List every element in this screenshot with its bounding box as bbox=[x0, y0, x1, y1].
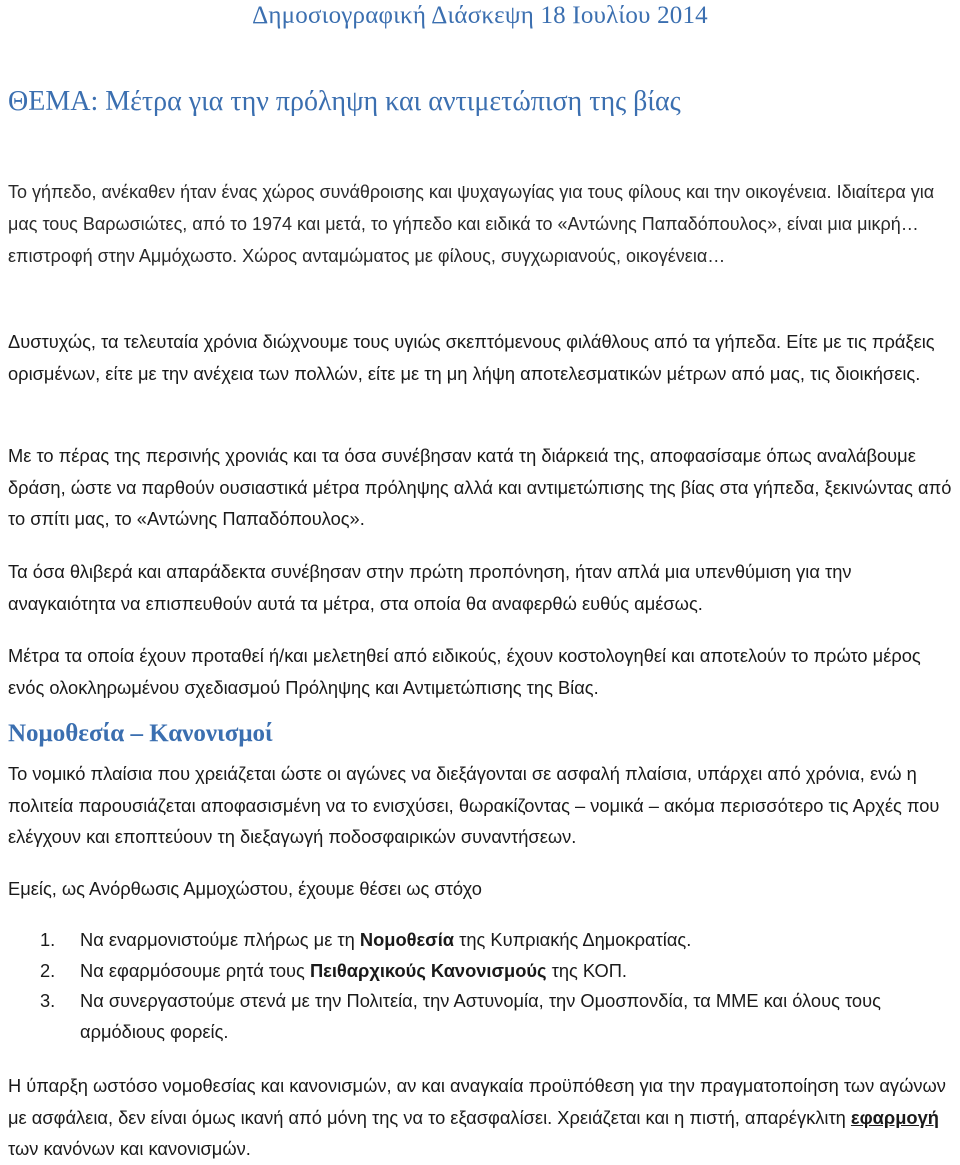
goal-text: Να συνεργαστούμε στενά με την Πολιτεία, την Αστυνομία, την Ομοσπονδία, τα ΜΜΕ και όλους τους αρμόδιους φορείς. bbox=[80, 990, 881, 1042]
intro-paragraph: Το γήπεδο, ανέκαθεν ήταν ένας χώρος συνάθροισης και ψυχαγωγίας για τους φίλους και την οικογένεια. Ιδιαίτερα για μας τους Βαρωσιώτες, από το 1974 και μετά, το γήπεδο και ειδικά το «Αντώνης Παπαδόπουλος», είναι μια μικρή… επιστροφή στην Αμμόχωστο. Χώρος ανταμώματος με φίλους, συγχωριανούς, οικογένεια… bbox=[8, 182, 935, 266]
paragraph-action: Με το πέρας της περσινής χρονιάς και τα όσα συνέβησαν κατά τη διάρκειά της, αποφασίσαμε όπως αναλάβουμε δράση, ώστε να παρθούν ουσιαστικά μέτρα πρόληψης αλλά και αντιμετώπισης της βίας στα γήπεδα, ξεκινώντας από το σπίτι μας, το «Αντώνης Παπαδόπουλος». bbox=[8, 445, 952, 529]
section-heading-legislation: Νομοθεσία – Κανονισμοί bbox=[8, 720, 273, 747]
goal-text-before: Να εφαρμόσουμε ρητά τους bbox=[80, 959, 310, 981]
paragraph-reminder: Τα όσα θλιβερά και απαράδεκτα συνέβησαν στην πρώτη προπόνηση, ήταν απλά μια υπενθύμιση για την αναγκαιότητα να επισπευθούν αυτά τα μέτρα, στα οποία θα αναφερθώ ευθύς αμέσως. bbox=[8, 561, 852, 614]
paragraph-closing bbox=[8, 1070, 953, 1165]
closing-text-after: των κανόνων και κανονισμών. bbox=[8, 1138, 251, 1159]
list-item bbox=[40, 956, 955, 987]
goal-bold-legislation: Νομοθεσία bbox=[359, 929, 455, 950]
subject-heading: ΘΕΜΑ: Μέτρα για την πρόληψη και αντιμετώπιση της βίας bbox=[8, 86, 681, 117]
paragraph-legal-framework: Το νομικό πλαίσια που χρειάζεται ώστε οι αγώνες να διεξάγονται σε ασφαλή πλαίσια, υπάρχει από χρόνια, ενώ η πολιτεία παρουσιάζεται αποφασισμένη να το ενισχύσει, θωρακίζοντας – νομικά – ακόμα περισσότερο τις Αρχές που ελέγχουν και εποπτεύουν τη διεξαγωγή ποδοσφαιρικών συναντήσεων. bbox=[8, 763, 940, 847]
paragraph-measures: Μέτρα τα οποία έχουν προταθεί ή/και μελετηθεί από ειδικούς, έχουν κοστολογηθεί και αποτελούν το πρώτο μέρος ενός ολοκληρωμένου σχεδιασμού Πρόληψης και Αντιμετώπισης της Βίας. bbox=[8, 645, 921, 698]
closing-text-before: Η ύπαρξη ωστόσο νομοθεσίας και κανονισμών, αν και αναγκαία προϋπόθεση για την πραγματοποίηση των αγώνων με ασφάλεια, δεν είναι όμως ικανή από μόνη της να το εξασφαλίσει. Χρειάζεται και η πιστή, απαρέγκλιτη bbox=[8, 1075, 946, 1128]
list-number: 2. bbox=[40, 959, 56, 981]
paragraph-goal-intro: Εμείς, ως Ανόρθωσις Αμμοχώστου, έχουμε θέσει ως στόχο bbox=[8, 878, 482, 899]
list-item bbox=[40, 986, 955, 1047]
closing-emphasis-application: εφαρμογή bbox=[850, 1106, 939, 1128]
goals-list bbox=[40, 925, 955, 1047]
goal-text-before: Να εναρμονιστούμε πλήρως με τη bbox=[80, 929, 360, 950]
goal-text-after: της ΚΟΠ. bbox=[546, 959, 628, 981]
document-title: Δημοσιογραφική Διάσκεψη 18 Ιουλίου 2014 bbox=[252, 2, 708, 29]
list-number: 1. bbox=[40, 929, 56, 950]
list-item bbox=[40, 925, 955, 956]
list-number: 3. bbox=[40, 990, 56, 1011]
goal-bold-regulations: Πειθαρχικούς Κανονισμούς bbox=[309, 959, 547, 981]
goal-text-after: της Κυπριακής Δημοκρατίας. bbox=[454, 929, 692, 950]
paragraph-unfortunately: Δυστυχώς, τα τελευταία χρόνια διώχνουμε τους υγιώς σκεπτόμενους φιλάθλους από τα γήπεδα. Είτε με τις πράξεις ορισμένων, είτε με την ανέχεια των πολλών, είτε με τη μη λήψη αποτελεσματικών μέτρων από μας, τις διοικήσεις. bbox=[8, 331, 935, 384]
